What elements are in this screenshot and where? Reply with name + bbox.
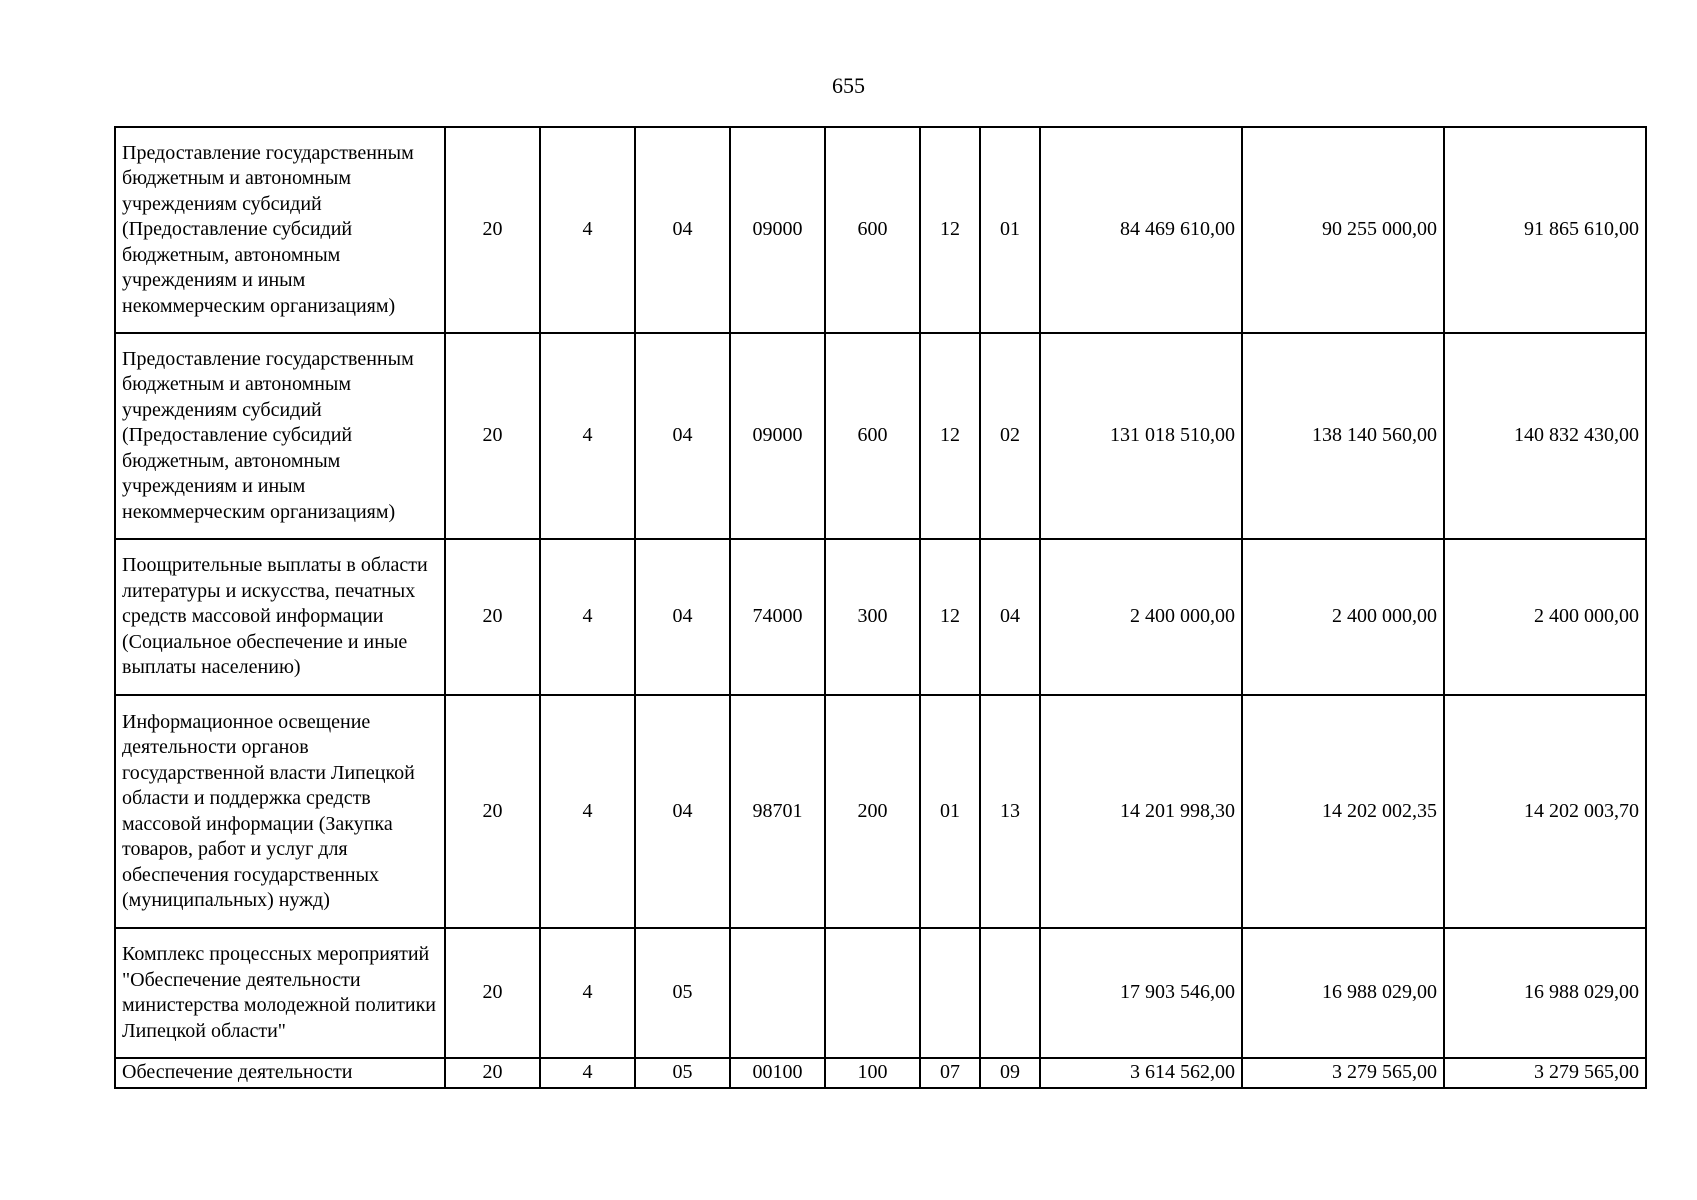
code-cell <box>980 928 1040 1058</box>
budget-table-body <box>115 127 1646 1088</box>
table-row <box>115 1058 1646 1088</box>
row-name-cell <box>115 127 445 333</box>
amount-cell: 2 400 000,00 <box>1242 539 1444 695</box>
code-cell: 09000 <box>730 333 825 539</box>
code-cell: 4 <box>540 539 635 695</box>
code-cell: 300 <box>825 539 920 695</box>
table-row <box>115 333 1646 539</box>
row-name-cell <box>115 333 445 539</box>
amount-cell: 3 614 562,00 <box>1040 1058 1242 1088</box>
code-cell: 12 <box>920 333 980 539</box>
row-name: Комплекс процессных мероприятий "Обеспечение деятельности министерства молодежной политики Липецкой области" <box>122 943 436 1042</box>
code-cell: 200 <box>825 695 920 928</box>
code-cell: 4 <box>540 333 635 539</box>
code-cell: 98701 <box>730 695 825 928</box>
code-cell: 4 <box>540 1058 635 1088</box>
code-cell: 4 <box>540 928 635 1058</box>
code-cell: 20 <box>445 539 540 695</box>
code-cell: 20 <box>445 695 540 928</box>
amount-cell: 140 832 430,00 <box>1444 333 1646 539</box>
row-name: Поощрительные выплаты в области литературы и искусства, печатных средств массовой информации (Социальное обеспечение и иные выплаты населению) <box>122 554 428 679</box>
code-cell: 01 <box>920 695 980 928</box>
code-cell: 600 <box>825 333 920 539</box>
amount-cell: 14 202 003,70 <box>1444 695 1646 928</box>
code-cell: 04 <box>635 695 730 928</box>
code-cell: 600 <box>825 127 920 333</box>
code-cell: 20 <box>445 333 540 539</box>
amount-cell: 16 988 029,00 <box>1444 928 1646 1058</box>
code-cell: 00100 <box>730 1058 825 1088</box>
code-cell: 13 <box>980 695 1040 928</box>
code-cell: 20 <box>445 127 540 333</box>
code-cell: 04 <box>980 539 1040 695</box>
code-cell: 04 <box>635 127 730 333</box>
amount-cell: 2 400 000,00 <box>1040 539 1242 695</box>
table-row <box>115 695 1646 928</box>
code-cell: 07 <box>920 1058 980 1088</box>
code-cell <box>825 928 920 1058</box>
amount-cell: 17 903 546,00 <box>1040 928 1242 1058</box>
amount-cell: 3 279 565,00 <box>1444 1058 1646 1088</box>
code-cell: 09 <box>980 1058 1040 1088</box>
code-cell: 09000 <box>730 127 825 333</box>
amount-cell: 90 255 000,00 <box>1242 127 1444 333</box>
amount-cell: 14 202 002,35 <box>1242 695 1444 928</box>
code-cell: 04 <box>635 539 730 695</box>
page-number: 655 <box>832 73 865 98</box>
code-cell <box>730 928 825 1058</box>
row-name: Обеспечение деятельности <box>122 1061 353 1084</box>
table-row <box>115 127 1646 333</box>
amount-cell: 138 140 560,00 <box>1242 333 1444 539</box>
row-name-cell <box>115 539 445 695</box>
code-cell: 01 <box>980 127 1040 333</box>
amount-cell: 91 865 610,00 <box>1444 127 1646 333</box>
code-cell: 20 <box>445 1058 540 1088</box>
row-name-cell <box>115 928 445 1058</box>
code-cell: 4 <box>540 695 635 928</box>
row-name: Предоставление государственным бюджетным и автономным учреждениям субсидий (Предоставление субсидий бюджетным, автономным учреждениям и иным некоммерческим организациям) <box>122 141 414 317</box>
code-cell: 20 <box>445 928 540 1058</box>
row-name-cell <box>115 1058 445 1088</box>
amount-cell: 3 279 565,00 <box>1242 1058 1444 1088</box>
code-cell: 12 <box>920 127 980 333</box>
amount-cell: 14 201 998,30 <box>1040 695 1242 928</box>
row-name-cell <box>115 695 445 928</box>
code-cell: 100 <box>825 1058 920 1088</box>
amount-cell: 84 469 610,00 <box>1040 127 1242 333</box>
code-cell: 12 <box>920 539 980 695</box>
amount-cell: 16 988 029,00 <box>1242 928 1444 1058</box>
code-cell: 05 <box>635 1058 730 1088</box>
code-cell: 74000 <box>730 539 825 695</box>
table-row <box>115 539 1646 695</box>
code-cell: 02 <box>980 333 1040 539</box>
amount-cell: 2 400 000,00 <box>1444 539 1646 695</box>
row-name: Предоставление государственным бюджетным и автономным учреждениям субсидий (Предоставление субсидий бюджетным, автономным учреждениям и иным некоммерческим организациям) <box>122 347 414 523</box>
code-cell: 4 <box>540 127 635 333</box>
code-cell <box>920 928 980 1058</box>
code-cell: 04 <box>635 333 730 539</box>
table-row <box>115 928 1646 1058</box>
code-cell: 05 <box>635 928 730 1058</box>
amount-cell: 131 018 510,00 <box>1040 333 1242 539</box>
row-name: Информационное освещение деятельности органов государственной власти Липецкой области и поддержка средств массовой информации (Закупка товаров, работ и услуг для обеспечения государственных (муниципальных) нужд) <box>122 710 415 911</box>
budget-table <box>114 126 1647 1089</box>
